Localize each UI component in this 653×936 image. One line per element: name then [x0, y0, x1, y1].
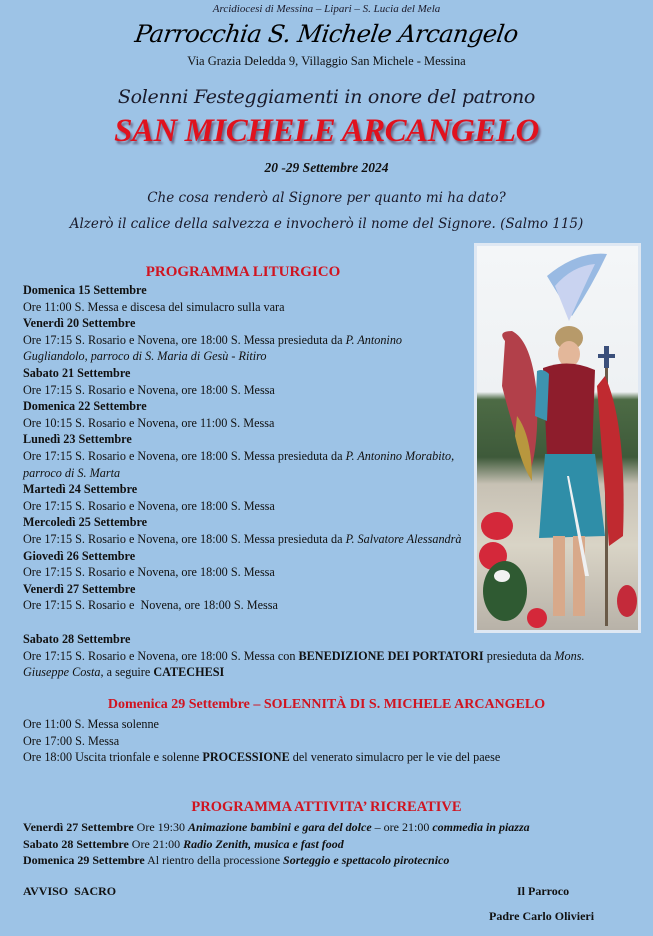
day-label: Venerdì 27 Settembre — [23, 820, 134, 834]
solemnity-line: Ore 17:00 S. Messa — [23, 733, 120, 748]
schedule-text: presieduta da — [483, 648, 555, 663]
liturgy-day — [23, 581, 463, 614]
statue-illustration-icon — [477, 246, 638, 630]
day-label: Sabato 28 Settembre — [23, 836, 129, 851]
procession-line — [23, 749, 633, 766]
recreational-program — [23, 819, 643, 869]
liturgy-day — [23, 365, 463, 398]
schedule-text: Ore 17:15 S. Rosario e Novena, ore 18:00 S. Messa — [23, 565, 275, 580]
parish-name: Parrocchia S. Michele Arcangelo — [133, 20, 520, 48]
day-label: Sabato 21 Settembre — [23, 365, 131, 380]
schedule-text: , a seguire — [100, 665, 154, 680]
day-label: Martedì 24 Settembre — [23, 482, 138, 497]
recreational-item — [23, 819, 643, 836]
schedule-text: Ore 17:15 S. Rosario e Novena, ore 18:00 S. Messa — [23, 598, 278, 613]
activity: commedia in piazza — [432, 820, 530, 834]
saint-michael-statue-photo — [474, 243, 641, 633]
main-title: SAN MICHELE ARCANGELO — [114, 113, 539, 149]
day-label: Domenica 22 Settembre — [23, 399, 147, 414]
liturgy-day-saturday-28 — [23, 631, 633, 681]
catechesis-highlight: CATECHESI — [153, 665, 225, 680]
procession-text: Ore 18:00 Uscita trionfale e solenne — [23, 750, 203, 765]
celebrant: Mons. Giuseppe Costa — [23, 648, 585, 680]
liturgy-day — [23, 282, 463, 315]
schedule-text: Ore 17:15 S. Rosario e Novena, ore 18:00 S. Messa presieduta da — [23, 448, 346, 463]
sacred-notice-label: AVVISO SACRO — [23, 884, 117, 898]
day-label: Venerdì 27 Settembre — [23, 581, 136, 596]
activity: Radio Zenith, musica e fast food — [183, 836, 344, 851]
schedule-text: Ore 10:15 S. Rosario e Novena, ore 11:00 S. Messa — [23, 415, 275, 430]
celebrant: P. Antonino Morabito, parroco di S. Marta — [23, 448, 455, 480]
day-label: Domenica 15 Settembre — [23, 283, 147, 297]
day-label: Giovedì 26 Settembre — [23, 548, 136, 563]
psalm-quote-line-1: Che cosa renderò al Signore per quanto mi ha dato? — [147, 190, 506, 206]
day-label: Sabato 28 Settembre — [23, 632, 131, 646]
solemnity-line: Ore 11:00 S. Messa solenne — [23, 717, 159, 731]
solemnity-schedule — [23, 716, 633, 766]
festival-dates: 20 -29 Settembre 2024 — [264, 160, 389, 175]
celebrant: P. Antonino Gugliandolo, parroco di S. Maria di Gesù - Ritiro — [23, 332, 403, 364]
blessing-highlight: BENEDIZIONE DEI PORTATORI — [298, 648, 484, 663]
day-label: Domenica 29 Settembre — [23, 853, 145, 868]
activity: Animazione bambini e gara del dolce — [187, 820, 372, 834]
time-text: Al rientro della processione — [144, 853, 284, 868]
psalm-quote-line-2: Alzerò il calice della salvezza e invocherò il nome del Signore. (Salmo 115) — [69, 216, 584, 232]
day-schedule — [23, 597, 463, 614]
day-schedule — [23, 299, 463, 316]
signature-name: Padre Carlo Olivieri — [489, 909, 595, 923]
schedule-text: Ore 17:15 S. Rosario e Novena, ore 18:00 S. Messa presieduta da — [23, 531, 346, 546]
recreational-item — [23, 852, 643, 869]
signature-role: Il Parroco — [517, 884, 570, 898]
day-schedule — [23, 531, 463, 548]
liturgy-program — [23, 263, 463, 614]
schedule-text: Ore 11:00 S. Messa e discesa del simulacro sulla vara — [23, 299, 285, 314]
schedule-text: Ore 17:15 S. Rosario e Novena, ore 18:00 S. Messa — [23, 382, 275, 397]
schedule-text: Ore 17:15 S. Rosario e Novena, ore 18:00 S. Messa con — [23, 648, 299, 663]
time-text: Ore 21:00 — [128, 836, 184, 851]
day-schedule — [23, 415, 463, 432]
day-schedule — [23, 564, 463, 581]
schedule-text: Ore 17:15 S. Rosario e Novena, ore 18:00 S. Messa — [23, 498, 275, 513]
activity: Sorteggio e spettacolo pirotecnico — [283, 853, 450, 868]
procession-text: del venerato simulacro per le vie del paese — [289, 750, 501, 765]
recreational-item — [23, 836, 643, 853]
procession-highlight: PROCESSIONE — [202, 750, 290, 765]
solemnity-title: Domenica 29 Settembre – SOLENNITÀ DI S. MICHELE ARCANGELO — [107, 697, 546, 712]
liturgy-title: PROGRAMMA LITURGICO — [145, 264, 341, 280]
recreational-title: PROGRAMMA ATTIVITA’ RICREATIVE — [191, 799, 462, 815]
day-label: Mercoledì 25 Settembre — [23, 515, 148, 530]
festival-subtitle: Solenni Festeggiamenti in onore del patrono — [117, 86, 536, 108]
day-label: Venerdì 20 Settembre — [23, 316, 136, 331]
time-text: – ore 21:00 — [371, 820, 433, 834]
day-schedule — [23, 332, 463, 365]
day-schedule — [23, 648, 633, 681]
liturgy-day — [23, 315, 463, 365]
day-schedule — [23, 448, 463, 481]
parish-address: Via Grazia Deledda 9, Villaggio San Michele - Messina — [187, 54, 466, 68]
schedule-text: Ore 17:15 S. Rosario e Novena, ore 18:00 S. Messa presieduta da — [23, 332, 346, 347]
liturgy-day — [23, 548, 463, 581]
liturgy-day — [23, 431, 463, 481]
day-label: Lunedì 23 Settembre — [23, 432, 132, 447]
time-text: Ore 19:30 — [133, 820, 188, 834]
liturgy-day — [23, 481, 463, 514]
liturgy-day — [23, 514, 463, 547]
diocese-line: Arcidiocesi di Messina – Lipari – S. Lucia del Mela — [212, 3, 441, 15]
liturgy-day — [23, 398, 463, 431]
day-schedule — [23, 382, 463, 399]
day-schedule — [23, 498, 463, 515]
celebrant: P. Salvatore Alessandrà — [345, 531, 462, 546]
